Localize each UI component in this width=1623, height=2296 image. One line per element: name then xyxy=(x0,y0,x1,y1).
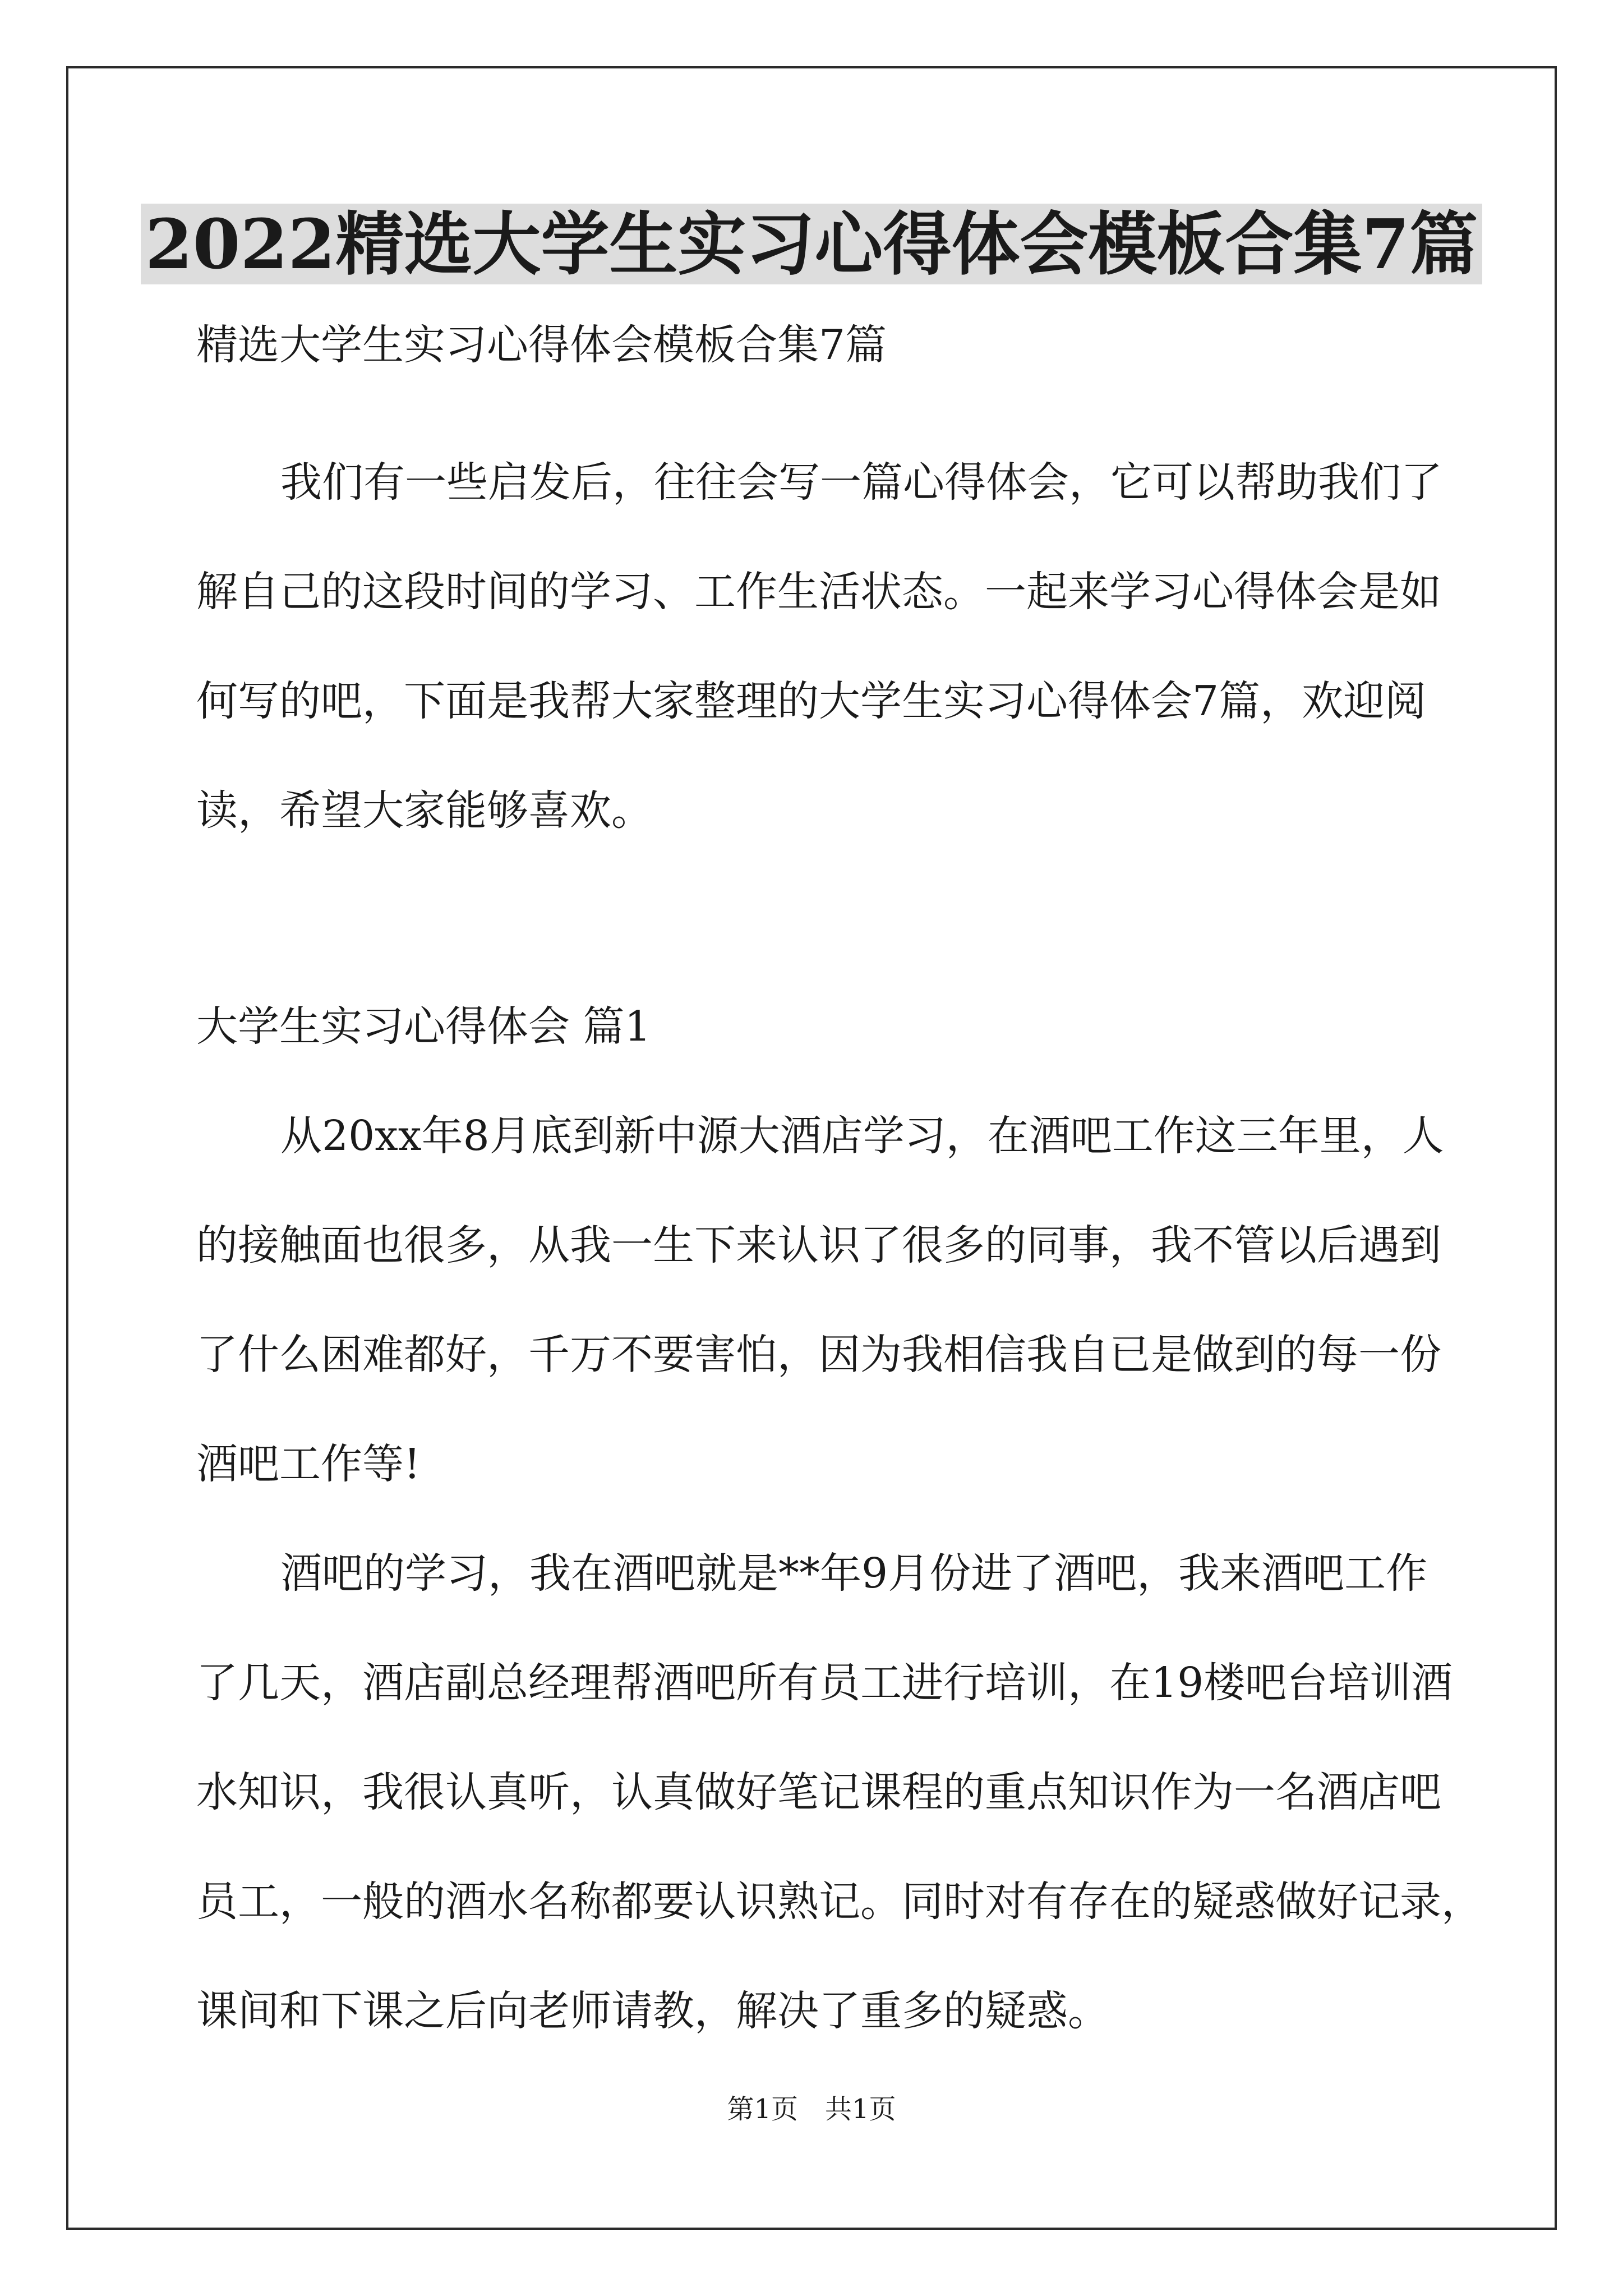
paragraph-line: 课间和下课之后向老师请教，解决了重多的疑惑。 xyxy=(196,1987,1109,2035)
paragraph-line: 从20xx年8月底到新中源大酒店学习，在酒吧工作这三年里，人 xyxy=(280,1112,1444,1160)
paragraph-line: 水知识，我很认真听，认真做好笔记课程的重点知识作为一名酒店吧 xyxy=(196,1768,1441,1816)
document-title xyxy=(0,202,1623,286)
section-heading: 大学生实习心得体会 篇1 xyxy=(196,1002,651,1051)
paragraph-line: 酒吧工作等! xyxy=(196,1440,421,1488)
subtitle: 精选大学生实习心得体会模板合集7篇 xyxy=(196,321,887,369)
paragraph-line: 酒吧的学习，我在酒吧就是**年9月份进了酒吧，我来酒吧工作 xyxy=(280,1549,1428,1598)
intro-line: 何写的吧，下面是我帮大家整理的大学生实习心得体会7篇，欢迎阅 xyxy=(196,677,1427,725)
intro-line: 读，希望大家能够喜欢。 xyxy=(196,786,653,835)
paragraph-line: 员工，一般的酒水名称都要认识熟记。同时对有存在的疑惑做好记录， xyxy=(196,1878,1483,1926)
document-title-text: 2022精选大学生实习心得体会模板合集7篇 xyxy=(141,204,1482,284)
intro-line: 我们有一些启发后，往往会写一篇心得体会，它可以帮助我们了 xyxy=(280,458,1442,507)
intro-line: 解自己的这段时间的学习、工作生活状态。一起来学习心得体会是如 xyxy=(196,568,1441,616)
paragraph-line: 的接触面也很多，从我一生下来认识了很多的同事，我不管以后遇到 xyxy=(196,1221,1441,1269)
paragraph-line: 了什么困难都好，千万不要害怕，因为我相信我自已是做到的每一份 xyxy=(196,1331,1441,1379)
page-footer: 第1页 共1页 xyxy=(727,2093,896,2125)
paragraph-line: 了几天，酒店副总经理帮酒吧所有员工进行培训，在19楼吧台培训酒 xyxy=(196,1659,1453,1707)
